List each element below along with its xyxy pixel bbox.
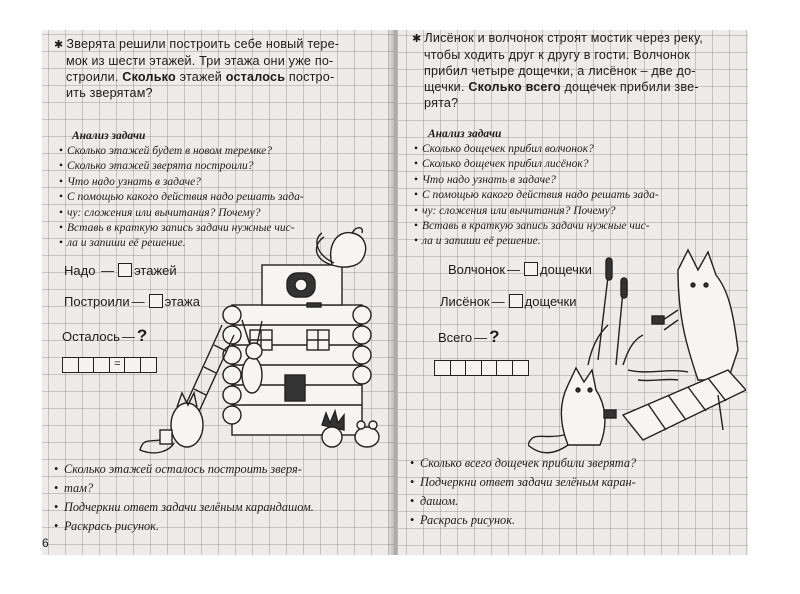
list-item: • Сколько всего дощечек прибили зверята?	[410, 454, 744, 473]
list-item: • ла и запиши её решение.	[59, 236, 389, 251]
left-solution-boxes[interactable]: =	[62, 357, 156, 371]
list-item: • Подчеркни ответ задачи зелёным карандашом.	[54, 498, 390, 517]
right-analysis-title: Анализ задачи	[428, 128, 502, 140]
left-note-row-left: Осталось — ?	[62, 326, 148, 345]
list-item: • Раскрась рисунок.	[54, 517, 390, 536]
list-item: • Сколько дощечек прибил лисёнок?	[414, 157, 744, 172]
list-item: • чу: сложения или вычитания? Почему?	[59, 206, 389, 221]
list-item: • Сколько этажей осталось построить зверя-	[54, 460, 390, 479]
page-number: 6	[42, 536, 49, 550]
right-task-text: ✱ Лисёнок и волчонок строят мостик через реку, чтобы ходить друг к другу в гости. Волчонок прибил четыре дощечки, а лисёнок – две до- щечки. Сколько всего дощечек прибили зве- рята?	[412, 31, 703, 110]
right-note-row-total: Всего — ?	[438, 327, 500, 346]
right-note-row-fox: Лисёнок — дощечки	[440, 294, 577, 309]
left-note-row-total: Надо — этажей	[64, 263, 177, 278]
list-item: • Подчеркни ответ задачи зелёным каран-	[410, 473, 744, 492]
list-item: • Сколько этажей будет в новом теремке?	[59, 144, 389, 159]
right-note-row-wolf: Волчонок — дощечки	[448, 262, 592, 277]
left-analysis-title: Анализ задачи	[72, 130, 146, 142]
right-page	[398, 30, 748, 555]
left-note-row-built: Построили — этажа	[64, 294, 200, 309]
answer-box[interactable]	[509, 294, 523, 308]
right-bottom-tasks	[410, 454, 744, 530]
left-bottom-tasks	[54, 460, 390, 536]
list-item: • Что надо узнать в задаче?	[414, 173, 744, 188]
list-item: • Вставь в краткую запись задачи нужные чис-	[414, 219, 744, 234]
list-item: • Раскрась рисунок.	[410, 511, 744, 530]
list-item: • Что надо узнать в задаче?	[59, 175, 389, 190]
list-item: • Вставь в краткую запись задачи нужные чис-	[59, 221, 389, 236]
list-item: • дашом.	[410, 492, 744, 511]
left-task-text: ✱ Зверята решили построить себе новый тере- мок из шести этажей. Три этажа они уже по- строили. Сколько этажей осталось постро- ить зверятам?	[54, 37, 340, 100]
house-animals-illustration	[102, 225, 392, 460]
right-solution-boxes[interactable]	[434, 360, 528, 374]
list-item: • Сколько этажей зверята построили?	[59, 159, 389, 174]
left-page	[42, 30, 394, 555]
open-workbook	[42, 30, 748, 555]
list-item: • С помощью какого действия надо решать зада-	[59, 190, 389, 205]
list-item: • С помощью какого действия надо решать зада-	[414, 188, 744, 203]
bridge-animals-illustration	[528, 230, 746, 460]
list-item: • там?	[54, 479, 390, 498]
star-icon: ✱	[412, 33, 422, 45]
list-item: • чу: сложения или вычитания? Почему?	[414, 204, 744, 219]
star-icon: ✱	[54, 39, 64, 51]
list-item: • ла и запиши её решение.	[414, 234, 744, 249]
list-item: • Сколько дощечек прибил волчонок?	[414, 142, 744, 157]
